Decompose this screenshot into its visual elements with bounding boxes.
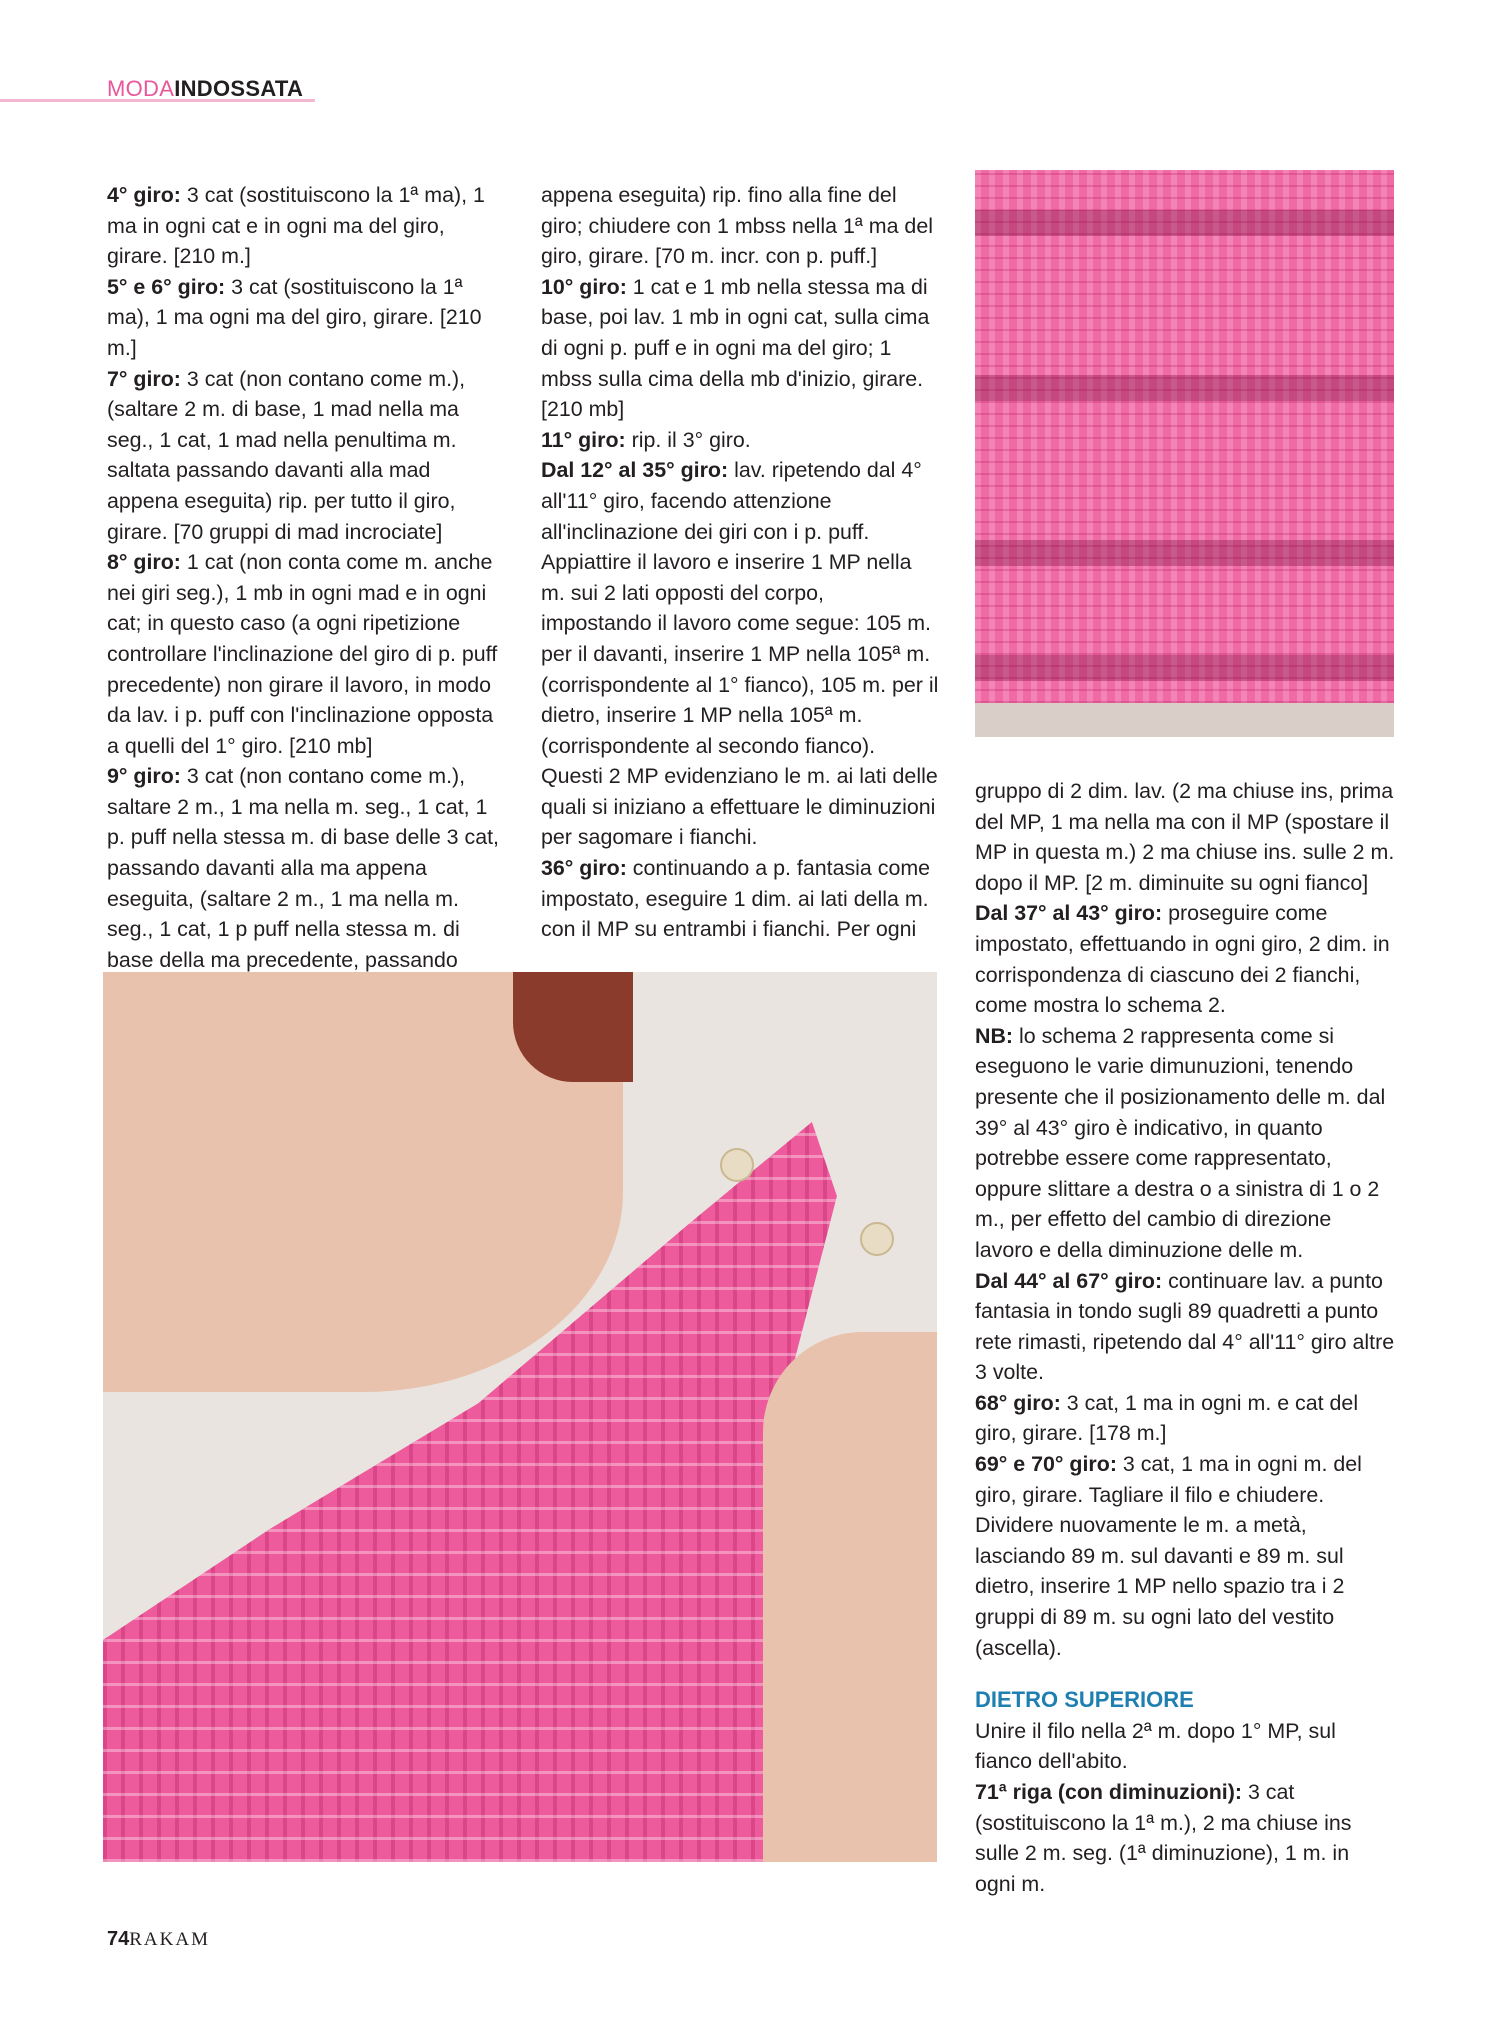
running-header — [107, 76, 303, 102]
paragraph-text: rip. il 3° giro. — [625, 427, 751, 452]
model-hair — [513, 972, 633, 1082]
page-number: 74 — [107, 1928, 130, 1950]
run-label: 9° giro: — [107, 764, 181, 789]
paragraph-text: 3 cat, 1 ma in ogni m. del giro, girare. Tagliare il filo e chiudere. — [975, 1452, 1362, 1507]
paragraph-text: appena eseguita) rip. fino alla fine del giro; chiudere con 1 mbss nella 1ª ma del giro, girare. [70 m. incr. con p. puff.] — [541, 183, 933, 269]
run-label: 68° giro: — [975, 1390, 1061, 1415]
shoulder-button — [720, 1148, 754, 1182]
model-arm — [763, 1332, 937, 1862]
run-label: 69° e 70° giro: — [975, 1452, 1117, 1477]
paragraph-text: 3 cat (sostituiscono la 1ª ma), 1 ma in ogni cat e in ogni ma del giro, girare. [210 m.] — [107, 183, 485, 269]
stitch-band — [975, 210, 1394, 236]
run-label: 8° giro: — [107, 550, 181, 575]
section-heading: DIETRO SUPERIORE — [975, 1687, 1194, 1713]
paragraph — [541, 455, 939, 547]
model-photo — [103, 972, 937, 1862]
header-section-black: INDOSSATA — [174, 76, 304, 101]
magazine-name: RAKAM — [129, 1929, 210, 1950]
run-label: 10° giro: — [541, 274, 627, 299]
paragraph — [975, 1266, 1395, 1388]
run-label: Dal 12° al 35° giro: — [541, 458, 729, 483]
paragraph-text: 1 cat e 1 mb nella stessa ma di base, poi lav. 1 mb in ogni cat, sulla cima di ogni p. puff e in ogni ma del giro; 1 mbss sulla cima della mb d'inizio, girare. [210 mb] — [541, 274, 930, 422]
text-column-3-after — [975, 1716, 1395, 1900]
paragraph-text: 3 cat (non contano come m.), saltare 2 m., 1 ma nella m. seg., 1 cat, 1 p. puff nella stessa m. di base delle 3 cat, passando davanti alla ma appena eseguita, (saltare 2 m., 1 ma nella m. seg., 1 cat, 1 p puff nella stessa m. di base della ma precedente, passando — [107, 764, 499, 972]
paragraph-text: 1 cat (non conta come m. anche nei giri seg.), 1 mb in ogni mad e in ogni cat; in questo caso (a ogni ripetizione controllare l'inclinazione del giro di p. puff precedente) non girare il lavoro, in modo da lav. i p. puff con l'inclinazione opposta a quelli del 1° giro. [210 mb] — [107, 550, 498, 758]
header-section-pink: MODA — [107, 76, 175, 101]
text-column-1 — [107, 180, 505, 1006]
paragraph — [975, 1021, 1395, 1266]
paragraph-text: 3 cat (sostituiscono la 1ª ma), 1 ma ogni ma del giro, girare. [210 m.] — [107, 274, 482, 360]
paragraph-text: lav. ripetendo dal 4° all'11° giro, facendo attenzione all'inclinazione dei giri con i p. puff. — [541, 458, 922, 544]
run-label: NB: — [975, 1023, 1014, 1048]
paragraph — [975, 1388, 1395, 1449]
paragraph — [541, 853, 939, 945]
paragraph — [541, 425, 939, 456]
paragraph-text: lo schema 2 rappresenta come si eseguono le varie dimunuzioni, tenendo presente che il posizionamento delle m. dal 39° al 43° giro è indicativo, in quanto potrebbe essere come rappresentato, oppure slittare a destra o a sinistra di 1 o 2 m., per effetto del cambio di direzione lavoro e della diminuzione delle m. — [975, 1023, 1386, 1262]
page-footer — [107, 1928, 210, 1951]
paragraph-text: Dividere nuovamente le m. a metà, lasciando 89 m. sul davanti e 89 m. sul dietro, inserire 1 MP nello spazio tra i 2 gruppi di 89 m. su ogni lato del vestito (ascella). — [975, 1513, 1345, 1660]
run-label: 11° giro: — [541, 427, 626, 452]
crochet-stitch-photo — [975, 170, 1394, 737]
shoulder-button — [860, 1222, 894, 1256]
run-label: Dal 37° al 43° giro: — [975, 901, 1163, 926]
run-label: 7° giro: — [107, 366, 181, 391]
paragraph — [107, 272, 505, 364]
paragraph-text: Appiattire il lavoro e inserire 1 MP nella m. sui 2 lati opposti del corpo, impostando il lavoro come segue: 105 m. per il davanti, inserire 1 MP nella 105ª m. (corrispondente al 1° fianco), 105 m. per il dietro, inserire 1 MP nella 105ª m. (corrispondente al secondo fianco). Questi 2 MP evidenziano le m. ai lati delle quali si iniziano a effettuare le diminuzioni per sagomare i fianchi. — [541, 550, 939, 850]
paragraph — [107, 761, 505, 1006]
run-label: 4° giro: — [107, 183, 181, 207]
paragraph — [541, 180, 939, 272]
paragraph — [107, 547, 505, 761]
paragraph — [975, 776, 1395, 898]
stitch-band — [975, 655, 1394, 681]
paragraph-text: continuare lav. a punto fantasia in tondo sugli 89 quadretti a punto rete rimasti, ripetendo dal 4° all'11° giro altre 3 volte. — [975, 1268, 1395, 1385]
text-column-2 — [541, 180, 939, 945]
paragraph — [975, 898, 1395, 1020]
paragraph — [541, 272, 939, 425]
paragraph — [975, 1716, 1395, 1777]
paragraph — [975, 1777, 1395, 1899]
run-label: Dal 44° al 67° giro: — [975, 1268, 1163, 1293]
legs-strip — [975, 703, 1394, 737]
paragraph-text: 3 cat, 1 ma in ogni m. e cat del giro, girare. [178 m.] — [975, 1390, 1359, 1446]
run-label: 71ª riga (con diminuzioni): — [975, 1780, 1242, 1804]
paragraph-text: 3 cat (sostituiscono la 1ª m.), 2 ma chiuse ins sulle 2 m. seg. (1ª diminuzione), 1 m. in ogni m. — [975, 1780, 1352, 1896]
paragraph-text: proseguire come impostato, effettuando in ogni giro, 2 dim. in corrispondenza di ciascuno dei 2 fianchi, come mostra lo schema 2. — [975, 901, 1390, 1018]
paragraph — [541, 547, 939, 853]
paragraph — [107, 364, 505, 548]
paragraph-text: gruppo di 2 dim. lav. (2 ma chiuse ins, prima del MP, 1 ma nella ma con il MP (spostare il MP in questa m.) 2 ma chiuse ins. sulle 2 m. dopo il MP. [2 m. diminuite su ogni fianco] — [975, 779, 1395, 895]
stitch-band — [975, 540, 1394, 566]
paragraph-text: continuando a p. fantasia come impostato, eseguire 1 dim. ai lati della m. con il MP su entrambi i fianchi. Per ogni — [541, 856, 931, 942]
paragraph — [107, 180, 505, 272]
paragraph-text: 3 cat (non contano come m.), (saltare 2 m. di base, 1 mad nella ma seg., 1 cat, 1 mad nella penultima m. saltata passando davanti alla mad appena eseguita) rip. per tutto il giro, girare. [70 gruppi di mad incrociate] — [107, 366, 466, 544]
run-label: 5° e 6° giro: — [107, 274, 226, 299]
paragraph — [975, 1510, 1395, 1663]
run-label: 36° giro: — [541, 856, 627, 881]
text-column-3 — [975, 776, 1395, 1899]
stitch-band — [975, 375, 1394, 401]
text-column-3-main — [975, 776, 1395, 1663]
paragraph — [975, 1449, 1395, 1510]
paragraph-text: Unire il filo nella 2ª m. dopo 1° MP, sul fianco dell'abito. — [975, 1718, 1336, 1774]
